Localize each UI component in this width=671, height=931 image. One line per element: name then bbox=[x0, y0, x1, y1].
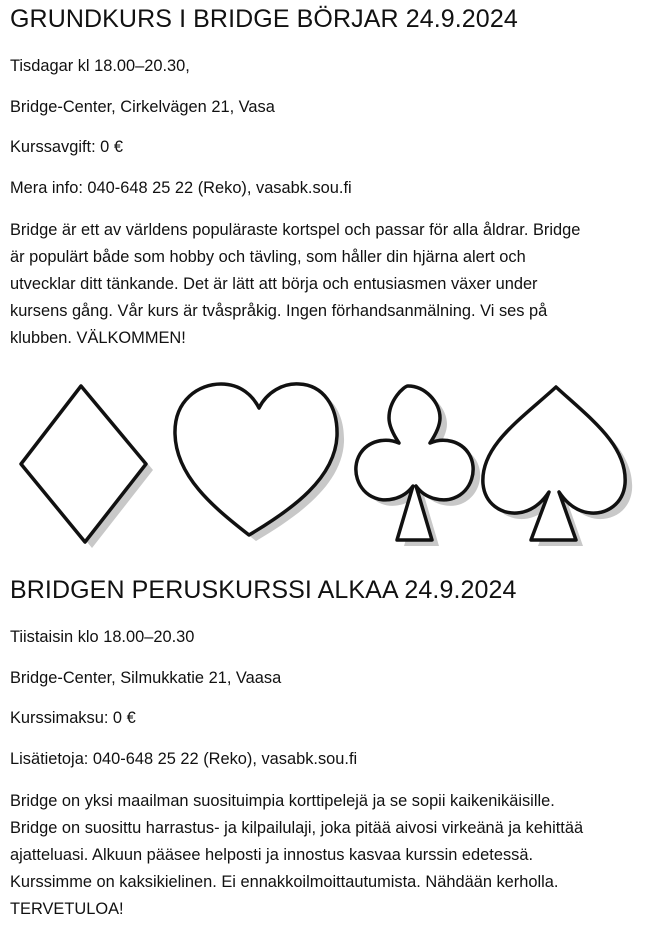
paragraph-line: Kurssimme on kaksikielinen. Ei ennakkoilmoittautumista. Nähdään kerholla. bbox=[10, 873, 559, 891]
swedish-section bbox=[10, 2, 662, 352]
finnish-section bbox=[10, 573, 662, 923]
club-icon bbox=[356, 386, 480, 546]
paragraph-line: TERVETULOA! bbox=[10, 900, 124, 918]
diamond-icon bbox=[21, 386, 153, 548]
paragraph-line: är populärt både som hobby och tävling, som håller din hjärna alert och bbox=[10, 248, 526, 266]
finnish-location: Bridge-Center, Silmukkatie 21, Vaasa bbox=[10, 668, 282, 687]
paragraph-line: Bridge är ett av världens populäraste kortspel och passar för alla åldrar. Bridge bbox=[10, 221, 581, 239]
card-suits-illustration bbox=[0, 380, 671, 550]
swedish-info: Mera info: 040-648 25 22 (Reko), vasabk.sou.fi bbox=[10, 178, 352, 197]
finnish-details bbox=[10, 627, 662, 769]
swedish-details bbox=[10, 56, 662, 198]
finnish-fee: Kurssimaksu: 0 € bbox=[10, 709, 136, 727]
heart-icon bbox=[175, 384, 344, 541]
swedish-description bbox=[10, 217, 662, 352]
paragraph-line: Bridge on yksi maailman suosituimpia korttipelejä ja se sopii kaikenikäisille. bbox=[10, 792, 555, 810]
finnish-info: Lisätietoja: 040-648 25 22 (Reko), vasabk.sou.fi bbox=[10, 749, 358, 768]
spade-icon bbox=[483, 387, 632, 546]
paragraph-line: utvecklar ditt tänkande. Det är lätt att börja och entusiasmen växer under bbox=[10, 275, 538, 293]
paragraph-line: klubben. VÄLKOMMEN! bbox=[10, 329, 186, 347]
swedish-fee: Kurssavgift: 0 € bbox=[10, 138, 123, 156]
swedish-heading: GRUNDKURS I BRIDGE BÖRJAR 24.9.2024 bbox=[10, 5, 518, 33]
paragraph-line: ajatteluasi. Alkuun pääsee helposti ja innostus kasvaa kurssin edetessä. bbox=[10, 846, 534, 864]
finnish-description bbox=[10, 788, 662, 923]
finnish-schedule: Tiistaisin klo 18.00–20.30 bbox=[10, 628, 195, 646]
paragraph-line: kursens gång. Vår kurs är tvåspråkig. Ingen förhandsanmälning. Vi ses på bbox=[10, 302, 548, 320]
paragraph-line: Bridge on suosittu harrastus- ja kilpailulaji, joka pitää aivosi virkeänä ja kehittää bbox=[10, 819, 584, 837]
swedish-location: Bridge-Center, Cirkelvägen 21, Vasa bbox=[10, 97, 275, 116]
swedish-schedule: Tisdagar kl 18.00–20.30, bbox=[10, 57, 190, 75]
finnish-heading: BRIDGEN PERUSKURSSI ALKAA 24.9.2024 bbox=[10, 576, 517, 604]
